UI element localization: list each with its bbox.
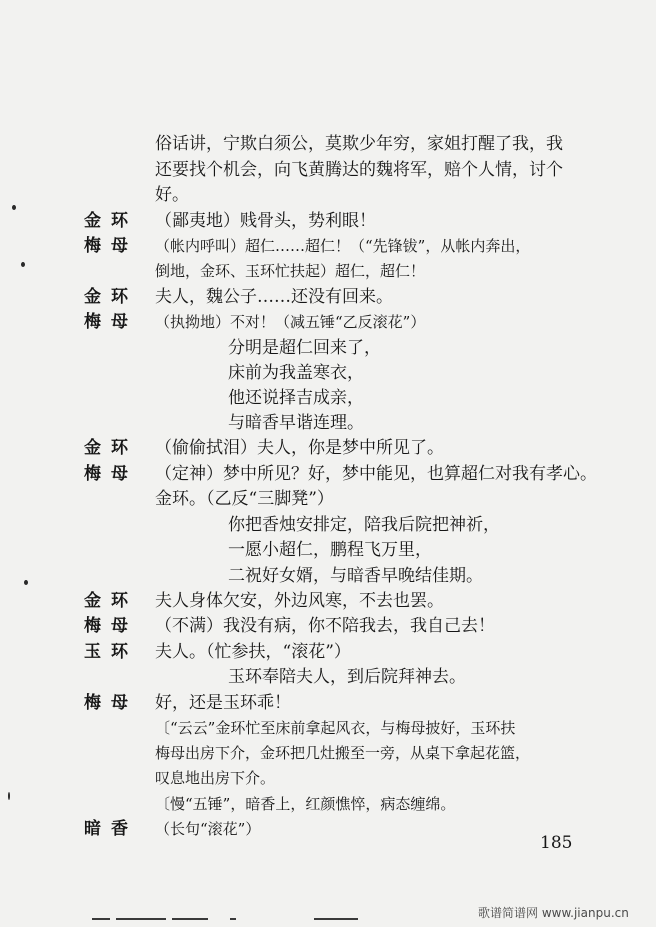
- scan-artifact: [172, 918, 208, 920]
- stage-direction: 梅母出房下介，金环把几灶搬至一旁，从桌下拿起花篮，: [155, 744, 531, 762]
- stage-direction: 叹息地出房下介。: [155, 769, 276, 787]
- script-line: 夫人，魏公子……还没有回来。: [155, 287, 393, 307]
- script-line: 还要找个机会，向飞黄腾达的魏将军，赔个人情，讨个: [155, 160, 563, 180]
- script-line: 好。: [155, 185, 189, 205]
- stage-direction: 〔慢“五锤”，暗香上，红颜憔悴，病态缠绵。: [155, 795, 456, 813]
- scan-speck: [21, 262, 25, 267]
- verse-line: 与暗香早谐连理。: [228, 413, 364, 433]
- speaker-name: 金环: [84, 211, 138, 231]
- script-line: （偷偷拭泪）夫人，你是梦中所见了。: [155, 438, 444, 458]
- speaker-name: 玉环: [84, 642, 138, 662]
- speaker-name: 梅母: [84, 693, 138, 713]
- scan-artifact: [314, 918, 358, 920]
- script-line: （帐内呼叫）超仁……超仁！（“先锋钹”，从帐内奔出，: [155, 237, 531, 255]
- site-watermark: 歌谱简谱网 www.jianpu.cn: [478, 906, 629, 920]
- scan-speck: [24, 580, 28, 585]
- verse-line: 一愿小超仁，鹏程飞万里，: [228, 540, 432, 560]
- script-line: 倒地，金环、玉环忙扶起）超仁，超仁！: [155, 262, 426, 280]
- stage-direction: 〔“云云”金环忙至床前拿起风衣，与梅母披好，玉环扶: [155, 719, 516, 737]
- script-line: 夫人。（忙参扶，“滚花”）: [155, 642, 351, 662]
- scan-artifact: [92, 918, 110, 920]
- speaker-name: 金环: [84, 438, 138, 458]
- verse-line: 二祝好女婿，与暗香早晚结佳期。: [228, 566, 483, 586]
- script-line: 金环。（乙反“三脚凳”）: [155, 489, 334, 509]
- speaker-name: 梅母: [84, 236, 138, 256]
- page-number: 185: [540, 833, 573, 853]
- script-line: 好，还是玉环乖！: [155, 693, 291, 713]
- script-line: （定神）梦中所见？好，梦中能见，也算超仁对我有孝心。: [155, 464, 597, 484]
- scan-speck: [12, 205, 16, 210]
- verse-line: 床前为我盖寒衣，: [228, 363, 364, 383]
- scan-artifact: [230, 918, 236, 920]
- script-line: （长句“滚花”）: [155, 820, 261, 838]
- verse-line: 他还说择吉成亲，: [228, 388, 364, 408]
- speaker-name: 金环: [84, 287, 138, 307]
- scan-speck: [8, 792, 10, 800]
- script-line: （鄙夷地）贱骨头，势利眼！: [155, 211, 376, 231]
- script-line: （执拗地）不对！（减五锤“乙反滚花”）: [155, 313, 426, 331]
- script-line: 俗话讲，宁欺白须公，莫欺少年穷，家姐打醒了我，我: [155, 134, 563, 154]
- script-line: （不满）我没有病，你不陪我去，我自己去！: [155, 616, 495, 636]
- speaker-name: 梅母: [84, 616, 138, 636]
- speaker-name: 梅母: [84, 464, 138, 484]
- speaker-name: 暗香: [84, 819, 138, 839]
- verse-line: 分明是超仁回来了，: [228, 338, 381, 358]
- script-line: 夫人身体欠安，外边风寒，不去也罢。: [155, 591, 444, 611]
- verse-line: 玉环奉陪夫人，到后院拜神去。: [228, 667, 466, 687]
- speaker-name: 梅母: [84, 312, 138, 332]
- verse-line: 你把香烛安排定，陪我后院把神祈，: [228, 515, 500, 535]
- scan-artifact: [116, 918, 166, 920]
- speaker-name: 金环: [84, 591, 138, 611]
